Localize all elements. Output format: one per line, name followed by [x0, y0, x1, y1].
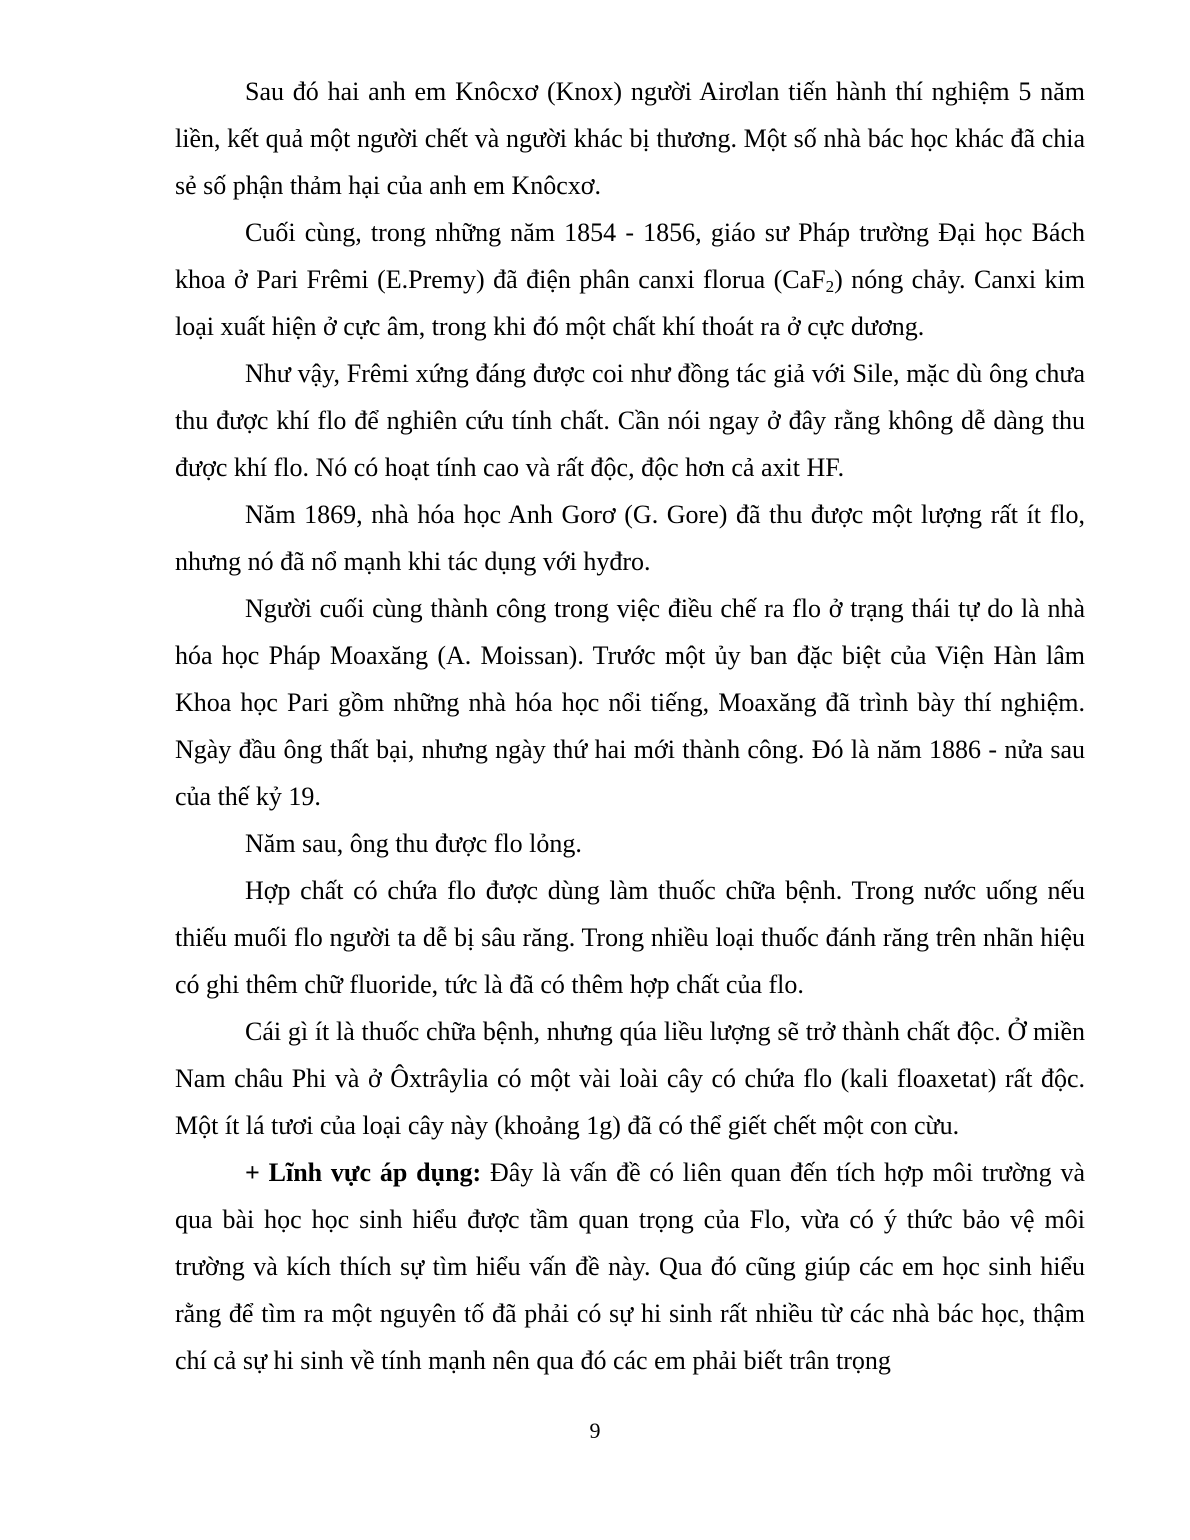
premy-text-end: ) nóng chảy. Canxi kim loại xuất hiện ở cực âm, trong khi đó một chất khí thoát ra ở cực dương.	[175, 265, 1085, 341]
paragraph-liquid-fluorine: Năm sau, ông thu được flo lỏng.	[245, 829, 582, 858]
paragraph-premy	[175, 209, 1085, 350]
application-heading: + Lĩnh vực áp dụng:	[245, 1158, 482, 1187]
paragraph-medicine: Hợp chất có chứa flo được dùng làm thuốc chữa bệnh. Trong nước uống nếu thiếu muối flo người ta dễ bị sâu răng. Trong nhiều loại thuốc đánh răng trên nhãn hiệu có ghi thêm chữ fluoride, tức là đã có thêm hợp chất của flo.	[175, 876, 1085, 999]
paragraph-coauthor: Như vậy, Frêmi xứng đáng được coi như đồng tác giả với Sile, mặc dù ông chưa thu được khí flo để nghiên cứu tính chất. Cần nói ngay ở đây rằng không dễ dàng thu được khí flo. Nó có hoạt tính cao và rất độc, độc hơn cả axit HF.	[175, 359, 1085, 482]
paragraph-application	[175, 1149, 1085, 1384]
paragraph-knox: Sau đó hai anh em Knôcxơ (Knox) người Airơlan tiến hành thí nghiệm 5 năm liền, kết quả một người chết và người khác bị thương. Một số nhà bác học khác đã chia sẻ số phận thảm hại của anh em Knôcxơ.	[175, 77, 1085, 200]
paragraph-moissan: Người cuối cùng thành công trong việc điều chế ra flo ở trạng thái tự do là nhà hóa học Pháp Moaxăng (A. Moissan). Trước một ủy ban đặc biệt của Viện Hàn lâm Khoa học Pari gồm những nhà hóa học nổi tiếng, Moaxăng đã trình bày thí nghiệm. Ngày đầu ông thất bại, nhưng ngày thứ hai mới thành công. Đó là năm 1886 - nửa sau của thế kỷ 19.	[175, 594, 1085, 811]
paragraph-gore: Năm 1869, nhà hóa học Anh Gorơ (G. Gore) đã thu được một lượng rất ít flo, nhưng nó đã nổ mạnh khi tác dụng với hyđro.	[175, 500, 1085, 576]
application-text: Đây là vấn đề có liên quan đến tích hợp môi trường và qua bài học học sinh hiểu được tầm quan trọng của Flo, vừa có ý thức bảo vệ môi trường và kích thích sự tìm hiểu vấn đề này. Qua đó cũng giúp các em học sinh hiểu rằng để tìm ra một nguyên tố đã phải có sự hi sinh rất nhiều từ các nhà bác học, thậm chí cả sự hi sinh về tính mạnh nên qua đó các em phải biết trân trọng	[175, 1158, 1085, 1375]
premy-text-start: Cuối cùng, trong những năm 1854 - 1856, giáo sư Pháp trường Đại học Bách khoa ở Pari Frêmi (E.Premy) đã điện phân canxi florua (CaF	[175, 218, 1085, 294]
document-body	[175, 68, 1085, 1384]
page-number: 9	[589, 1418, 601, 1443]
formula-subscript: 2	[825, 277, 835, 296]
paragraph-toxicity: Cái gì ít là thuốc chữa bệnh, nhưng qúa liều lượng sẽ trở thành chất độc. Ở miền Nam châu Phi và ở Ôxtrâylia có một vài loài cây có chứa flo (kali floaxetat) rất độc. Một ít lá tươi của loại cây này (khoảng 1g) đã có thể giết chết một con cừu.	[175, 1017, 1085, 1140]
